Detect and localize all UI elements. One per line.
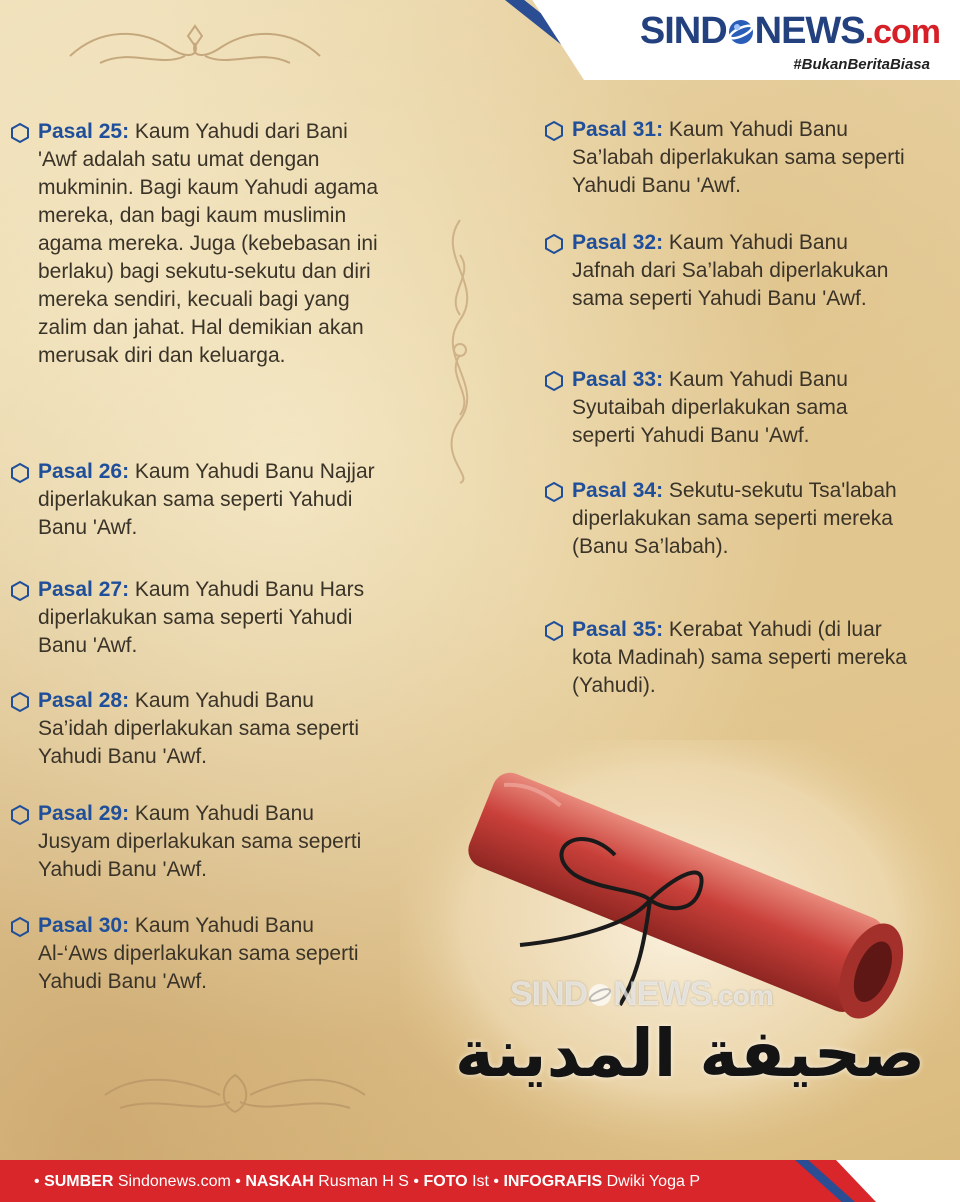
article-heading: Pasal 35:	[572, 618, 664, 641]
scroll-illustration	[400, 740, 960, 1160]
hexagon-outline-icon	[543, 620, 565, 642]
hexagon-outline-icon	[9, 691, 31, 713]
article-heading: Pasal 32:	[572, 231, 664, 254]
article-body: Kaum Yahudi Banu Jafnah dari Sa’labah diperlakukan sama seperti Yahudi Banu 'Awf.	[572, 231, 889, 310]
article-body: Kaum Yahudi Banu Hars diperlakukan sama seperti Yahudi Banu 'Awf.	[38, 578, 365, 657]
article-heading: Pasal 33:	[572, 368, 664, 391]
hexagon-outline-icon	[543, 120, 565, 142]
tagline: #BukanBeritaBiasa	[793, 56, 930, 73]
article-body: Kerabat Yahudi (di luar kota Madinah) sama seperti mereka (Yahudi).	[572, 618, 907, 697]
naskah-label: NASKAH	[245, 1173, 314, 1190]
logo-suffix: .com	[864, 13, 940, 51]
flourish-ornament-vertical	[430, 215, 490, 485]
article-heading: Pasal 31:	[572, 118, 664, 141]
hexagon-outline-icon	[9, 804, 31, 826]
article-pasal-30	[38, 912, 388, 996]
sindonews-watermark	[510, 975, 830, 1014]
article-pasal-29	[38, 800, 388, 884]
article-body: Sekutu-sekutu Tsa'labah diperlakukan sama seperti mereka (Banu Sa’labah).	[572, 479, 897, 558]
article-body: Kaum Yahudi Banu Najjar diperlakukan sama seperti Yahudi Banu 'Awf.	[38, 460, 375, 539]
flourish-ornament-bottom	[100, 1060, 370, 1120]
bullet: •	[493, 1173, 500, 1190]
foto-label: FOTO	[423, 1173, 468, 1190]
bullet: •	[413, 1173, 419, 1190]
article-pasal-26	[38, 458, 388, 542]
hexagon-outline-icon	[543, 370, 565, 392]
article-pasal-28	[38, 687, 388, 771]
bullet: •	[34, 1173, 40, 1190]
watermark-part2: NEWS	[613, 975, 712, 1013]
article-body: Kaum Yahudi Banu Sa’labah diperlakukan sama seperti Yahudi Banu 'Awf.	[572, 118, 905, 197]
logo-text-part1: SIND	[639, 10, 727, 52]
article-heading: Pasal 26:	[38, 460, 130, 483]
article-heading: Pasal 27:	[38, 578, 130, 601]
article-heading: Pasal 29:	[38, 802, 130, 825]
watermark-part1: SIND	[510, 975, 588, 1013]
foto-value: Ist	[472, 1173, 489, 1190]
sumber-label: SUMBER	[44, 1173, 114, 1190]
article-pasal-27	[38, 576, 388, 660]
globe-icon	[727, 10, 755, 52]
article-heading: Pasal 30:	[38, 914, 130, 937]
article-body: Kaum Yahudi Banu Sa’idah diperlakukan sama seperti Yahudi Banu 'Awf.	[38, 689, 360, 768]
article-pasal-31	[572, 116, 912, 200]
naskah-value: Rusman H S	[318, 1173, 409, 1190]
article-heading: Pasal 25:	[38, 120, 130, 143]
article-heading: Pasal 28:	[38, 689, 130, 712]
hexagon-outline-icon	[543, 481, 565, 503]
watermark-suffix: .com	[711, 980, 773, 1011]
sindonews-logo[interactable]	[610, 10, 940, 53]
article-heading: Pasal 34:	[572, 479, 664, 502]
article-pasal-35	[572, 616, 912, 700]
article-body: Kaum Yahudi Banu Jusyam diperlakukan sama seperti Yahudi Banu 'Awf.	[38, 802, 362, 881]
hexagon-outline-icon	[9, 122, 31, 144]
hexagon-outline-icon	[9, 462, 31, 484]
infografis-value: Dwiki Yoga P	[606, 1173, 700, 1190]
hexagon-outline-icon	[543, 233, 565, 255]
footer-bar	[0, 1160, 960, 1202]
arabic-title: صحيفة المدينة	[454, 1015, 926, 1092]
sumber-value: Sindonews.com	[117, 1173, 231, 1190]
hexagon-outline-icon	[9, 916, 31, 938]
article-body: Kaum Yahudi Banu Al-‘Aws diperlakukan sama seperti Yahudi Banu 'Awf.	[38, 914, 359, 993]
article-body: Kaum Yahudi Banu Syutaibah diperlakukan sama seperti Yahudi Banu 'Awf.	[572, 368, 848, 447]
globe-icon	[587, 975, 613, 1013]
article-pasal-32	[572, 229, 912, 313]
infografis-label: INFOGRAFIS	[503, 1173, 603, 1190]
credits-line	[34, 1173, 700, 1191]
logo-text-part2: NEWS	[754, 10, 865, 52]
article-body: Kaum Yahudi dari Bani 'Awf adalah satu umat dengan mukminin. Bagi kaum Yahudi agama mereka, dan bagi kaum muslimin agama mereka. Juga (kebebasan ini berlaku) bagi sekutu-sekutu dan diri mereka sendiri, kecuali bagi yang zalim dan jahat. Hal demikian akan merusak diri dan keluarga.	[38, 120, 379, 367]
article-pasal-25	[38, 118, 388, 370]
flourish-ornament-top	[60, 18, 330, 73]
article-pasal-34	[572, 477, 912, 561]
hexagon-outline-icon	[9, 580, 31, 602]
article-pasal-33	[572, 366, 912, 450]
bullet: •	[235, 1173, 241, 1190]
